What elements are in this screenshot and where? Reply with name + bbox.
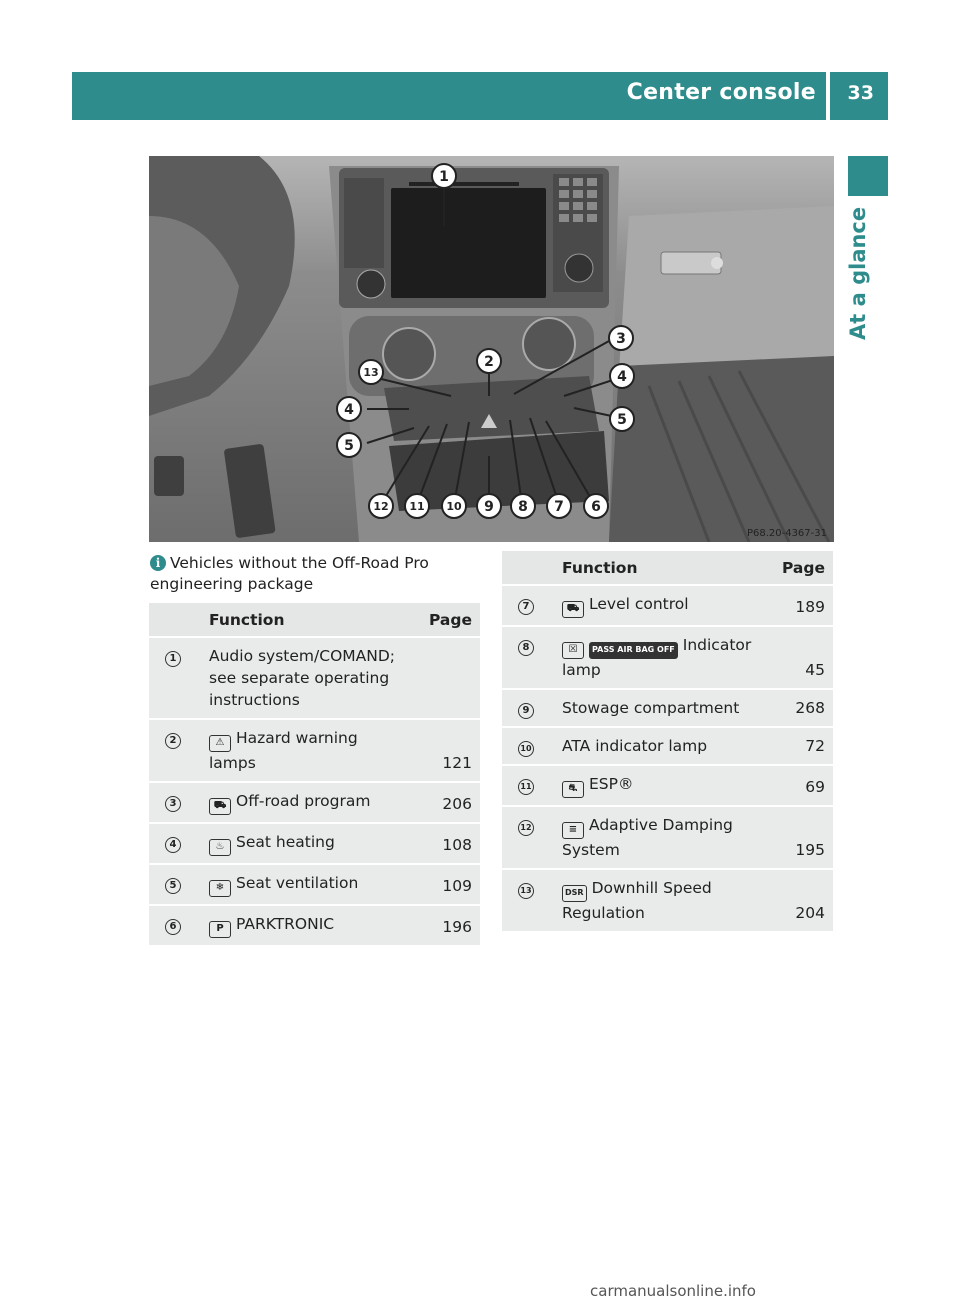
callout-6 — [584, 494, 608, 518]
row-page: 45 — [772, 627, 833, 690]
row-function-line: Audio system/COMAND; — [209, 647, 395, 665]
chapter-label: At a glance — [846, 206, 870, 340]
row-function-line: Level control — [589, 595, 689, 613]
row-function-line: Regulation — [562, 904, 645, 922]
pass-air-bag-off-icon: PASS AIR BAG OFF — [589, 642, 678, 659]
row-number: 1 — [165, 651, 181, 667]
row-page: 72 — [772, 728, 833, 766]
hazard-warning-icon: ⚠ — [209, 735, 231, 752]
svg-text:10: 10 — [446, 500, 462, 513]
table-row — [502, 690, 833, 728]
callout-13 — [359, 360, 383, 384]
svg-text:8: 8 — [518, 499, 528, 515]
header-function: Function — [550, 551, 772, 586]
svg-text:4: 4 — [617, 369, 627, 385]
svg-text:11: 11 — [409, 500, 425, 513]
callout-7 — [547, 494, 571, 518]
callout-3 — [609, 326, 633, 350]
row-number: 7 — [518, 599, 534, 615]
header-divider — [826, 72, 830, 120]
adaptive-damping-icon: ≡ — [562, 822, 584, 839]
row-function-line: lamps — [209, 754, 256, 772]
row-page: 196 — [418, 906, 480, 947]
table-row — [502, 728, 833, 766]
row-function-line: ESP® — [589, 775, 634, 793]
note-line-1: Vehicles without the Off-Road Pro — [170, 554, 429, 572]
info-note — [150, 553, 480, 595]
header-num — [502, 551, 550, 586]
row-function-line: instructions — [209, 691, 300, 709]
center-console-photo — [149, 156, 834, 542]
callout-4-left — [337, 397, 361, 421]
esp-off-icon: ⛐ — [562, 781, 584, 798]
off-road-icon: ⛟ — [209, 798, 231, 815]
table-row — [149, 638, 480, 720]
row-function-line: System — [562, 841, 620, 859]
header-band — [72, 72, 888, 120]
figure-code: P68.20-4367-31 — [746, 528, 827, 539]
table-row — [502, 627, 833, 690]
row-number: 10 — [518, 741, 534, 757]
row-number: 5 — [165, 878, 181, 894]
row-function-line: Off-road program — [236, 792, 371, 810]
svg-text:2: 2 — [484, 354, 494, 370]
svg-text:4: 4 — [344, 402, 354, 418]
row-function-line: Seat ventilation — [236, 874, 359, 892]
function-table-left — [149, 603, 480, 947]
row-page: 195 — [772, 807, 833, 870]
row-page: 109 — [418, 865, 480, 906]
row-function-line: Seat heating — [236, 833, 335, 851]
row-page — [418, 638, 480, 720]
callout-4-right — [610, 364, 634, 388]
row-function-line: Stowage compartment — [562, 699, 740, 717]
table-header — [502, 551, 833, 586]
svg-text:1: 1 — [439, 169, 449, 185]
row-page: 204 — [772, 870, 833, 933]
table-row — [502, 870, 833, 933]
row-page: 108 — [418, 824, 480, 865]
note-line-2: engineering package — [150, 575, 314, 593]
row-function-line: PARKTRONIC — [236, 915, 335, 933]
row-number: 11 — [518, 779, 534, 795]
table-row — [149, 906, 480, 947]
row-number: 12 — [518, 820, 534, 836]
table-row — [502, 586, 833, 627]
section-title: Center console — [626, 80, 816, 105]
row-page: 268 — [772, 690, 833, 728]
table-row — [149, 865, 480, 906]
header-function: Function — [197, 603, 418, 638]
table-row — [502, 766, 833, 807]
callout-12 — [369, 494, 393, 518]
downhill-speed-icon: DSR — [562, 885, 587, 902]
row-function-line: Downhill Speed — [591, 879, 712, 897]
seat-ventilation-icon: ❄ — [209, 880, 231, 897]
callout-1 — [432, 164, 456, 188]
row-number: 2 — [165, 733, 181, 749]
table-row — [149, 783, 480, 824]
callout-10 — [442, 494, 466, 518]
row-number: 4 — [165, 837, 181, 853]
row-page: 69 — [772, 766, 833, 807]
table-header — [149, 603, 480, 638]
seat-heating-icon: ♨ — [209, 839, 231, 856]
callout-9 — [477, 494, 501, 518]
callout-8 — [511, 494, 535, 518]
function-table-right — [502, 551, 833, 933]
row-function-line: Hazard warning — [236, 729, 358, 747]
row-number: 6 — [165, 919, 181, 935]
row-function-line: lamp — [562, 661, 601, 679]
level-control-icon: ⛟ — [562, 601, 584, 618]
row-number: 3 — [165, 796, 181, 812]
svg-text:9: 9 — [484, 499, 494, 515]
svg-text:5: 5 — [344, 438, 354, 454]
row-page: 121 — [418, 720, 480, 783]
table-row — [149, 824, 480, 865]
svg-text:3: 3 — [616, 331, 626, 347]
page-number: 33 — [847, 82, 874, 104]
header-num — [149, 603, 197, 638]
svg-text:7: 7 — [554, 499, 564, 515]
parktronic-icon: P — [209, 921, 231, 938]
site-watermark: carmanualsonline.info — [590, 1282, 756, 1300]
row-function-line: Indicator — [682, 636, 752, 654]
row-number: 8 — [518, 640, 534, 656]
row-page: 206 — [418, 783, 480, 824]
header-page: Page — [772, 551, 833, 586]
row-number: 9 — [518, 703, 534, 719]
row-page: 189 — [772, 586, 833, 627]
svg-text:5: 5 — [617, 412, 627, 428]
callout-2 — [477, 349, 501, 373]
header-page: Page — [418, 603, 480, 638]
callout-5-left — [337, 433, 361, 457]
callout-11 — [405, 494, 429, 518]
table-row — [149, 720, 480, 783]
info-icon: i — [150, 555, 166, 571]
svg-text:13: 13 — [363, 366, 379, 379]
table-row — [502, 807, 833, 870]
console-illustration — [149, 156, 834, 542]
svg-text:12: 12 — [373, 500, 389, 513]
passenger-airbag-icon: ☒ — [562, 642, 584, 659]
row-function-line: Adaptive Damping — [589, 816, 733, 834]
svg-text:6: 6 — [591, 499, 601, 515]
callout-5-right — [610, 407, 634, 431]
row-function-line: see separate operating — [209, 669, 390, 687]
row-number: 13 — [518, 883, 534, 899]
row-function-line: ATA indicator lamp — [562, 737, 708, 755]
